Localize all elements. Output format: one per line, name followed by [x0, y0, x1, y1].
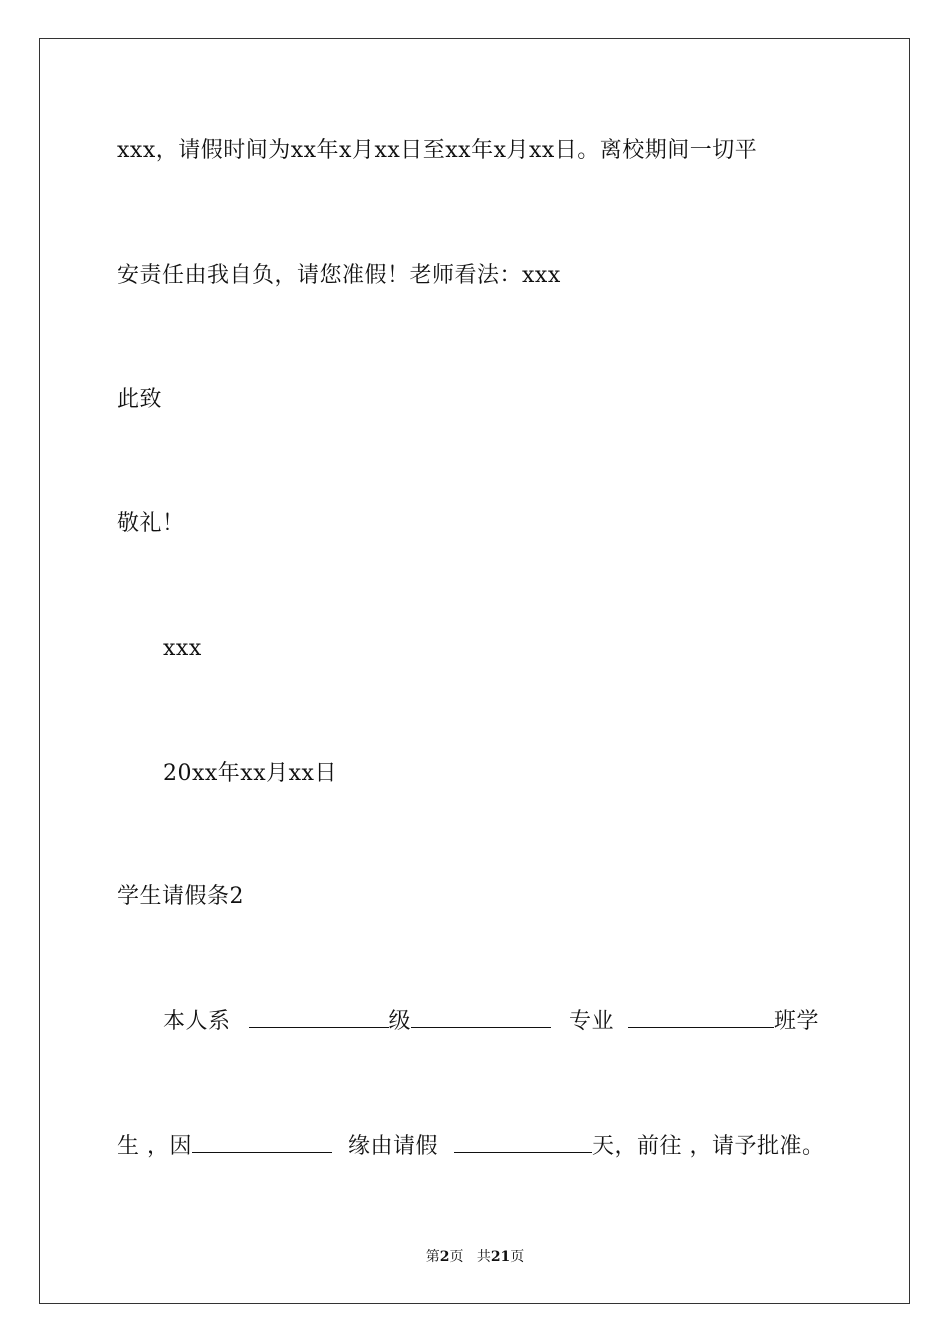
footer-page-number: 2	[439, 1249, 450, 1265]
footer-page-unit: 页	[449, 1249, 464, 1265]
form-label-leave: 缘由请假	[348, 1134, 439, 1159]
body-line-1: xxx，请假时间为xx年x月xx日至xx年x月xx日。离校期间一切平	[117, 138, 758, 163]
footer-total-prefix: 共	[476, 1249, 491, 1265]
form-label-grade: 级	[388, 1009, 412, 1034]
grade-blank[interactable]	[249, 1007, 389, 1028]
reason-blank[interactable]	[192, 1132, 332, 1153]
signature-name: xxx	[163, 636, 202, 661]
closing-regards: 敬礼！	[117, 511, 185, 536]
form-label-approve: 天，前往 ，请予批准。	[592, 1134, 825, 1159]
page-footer	[0, 1247, 950, 1267]
major-blank[interactable]	[411, 1007, 551, 1028]
form-label-major: 专业	[569, 1009, 615, 1034]
form-label-class: 班学	[774, 1009, 820, 1034]
form-label-reason-intro: 生 ，因	[117, 1134, 192, 1159]
body-line-2: 安责任由我自负，请您准假！老师看法：xxx	[117, 263, 561, 288]
class-blank[interactable]	[628, 1007, 774, 1028]
days-blank[interactable]	[454, 1132, 592, 1153]
footer-total-unit: 页	[510, 1249, 525, 1265]
footer-prefix: 第	[425, 1249, 440, 1265]
page-frame	[39, 38, 910, 1304]
form-row-1	[163, 1007, 819, 1037]
section-heading: 学生请假条2	[117, 884, 244, 909]
closing-salutation: 此致	[117, 387, 163, 412]
form-label-grade-intro: 本人系	[163, 1009, 231, 1034]
footer-total-pages: 21	[490, 1249, 511, 1265]
signature-date: 20xx年xx月xx日	[163, 761, 337, 786]
form-row-2	[117, 1132, 825, 1162]
